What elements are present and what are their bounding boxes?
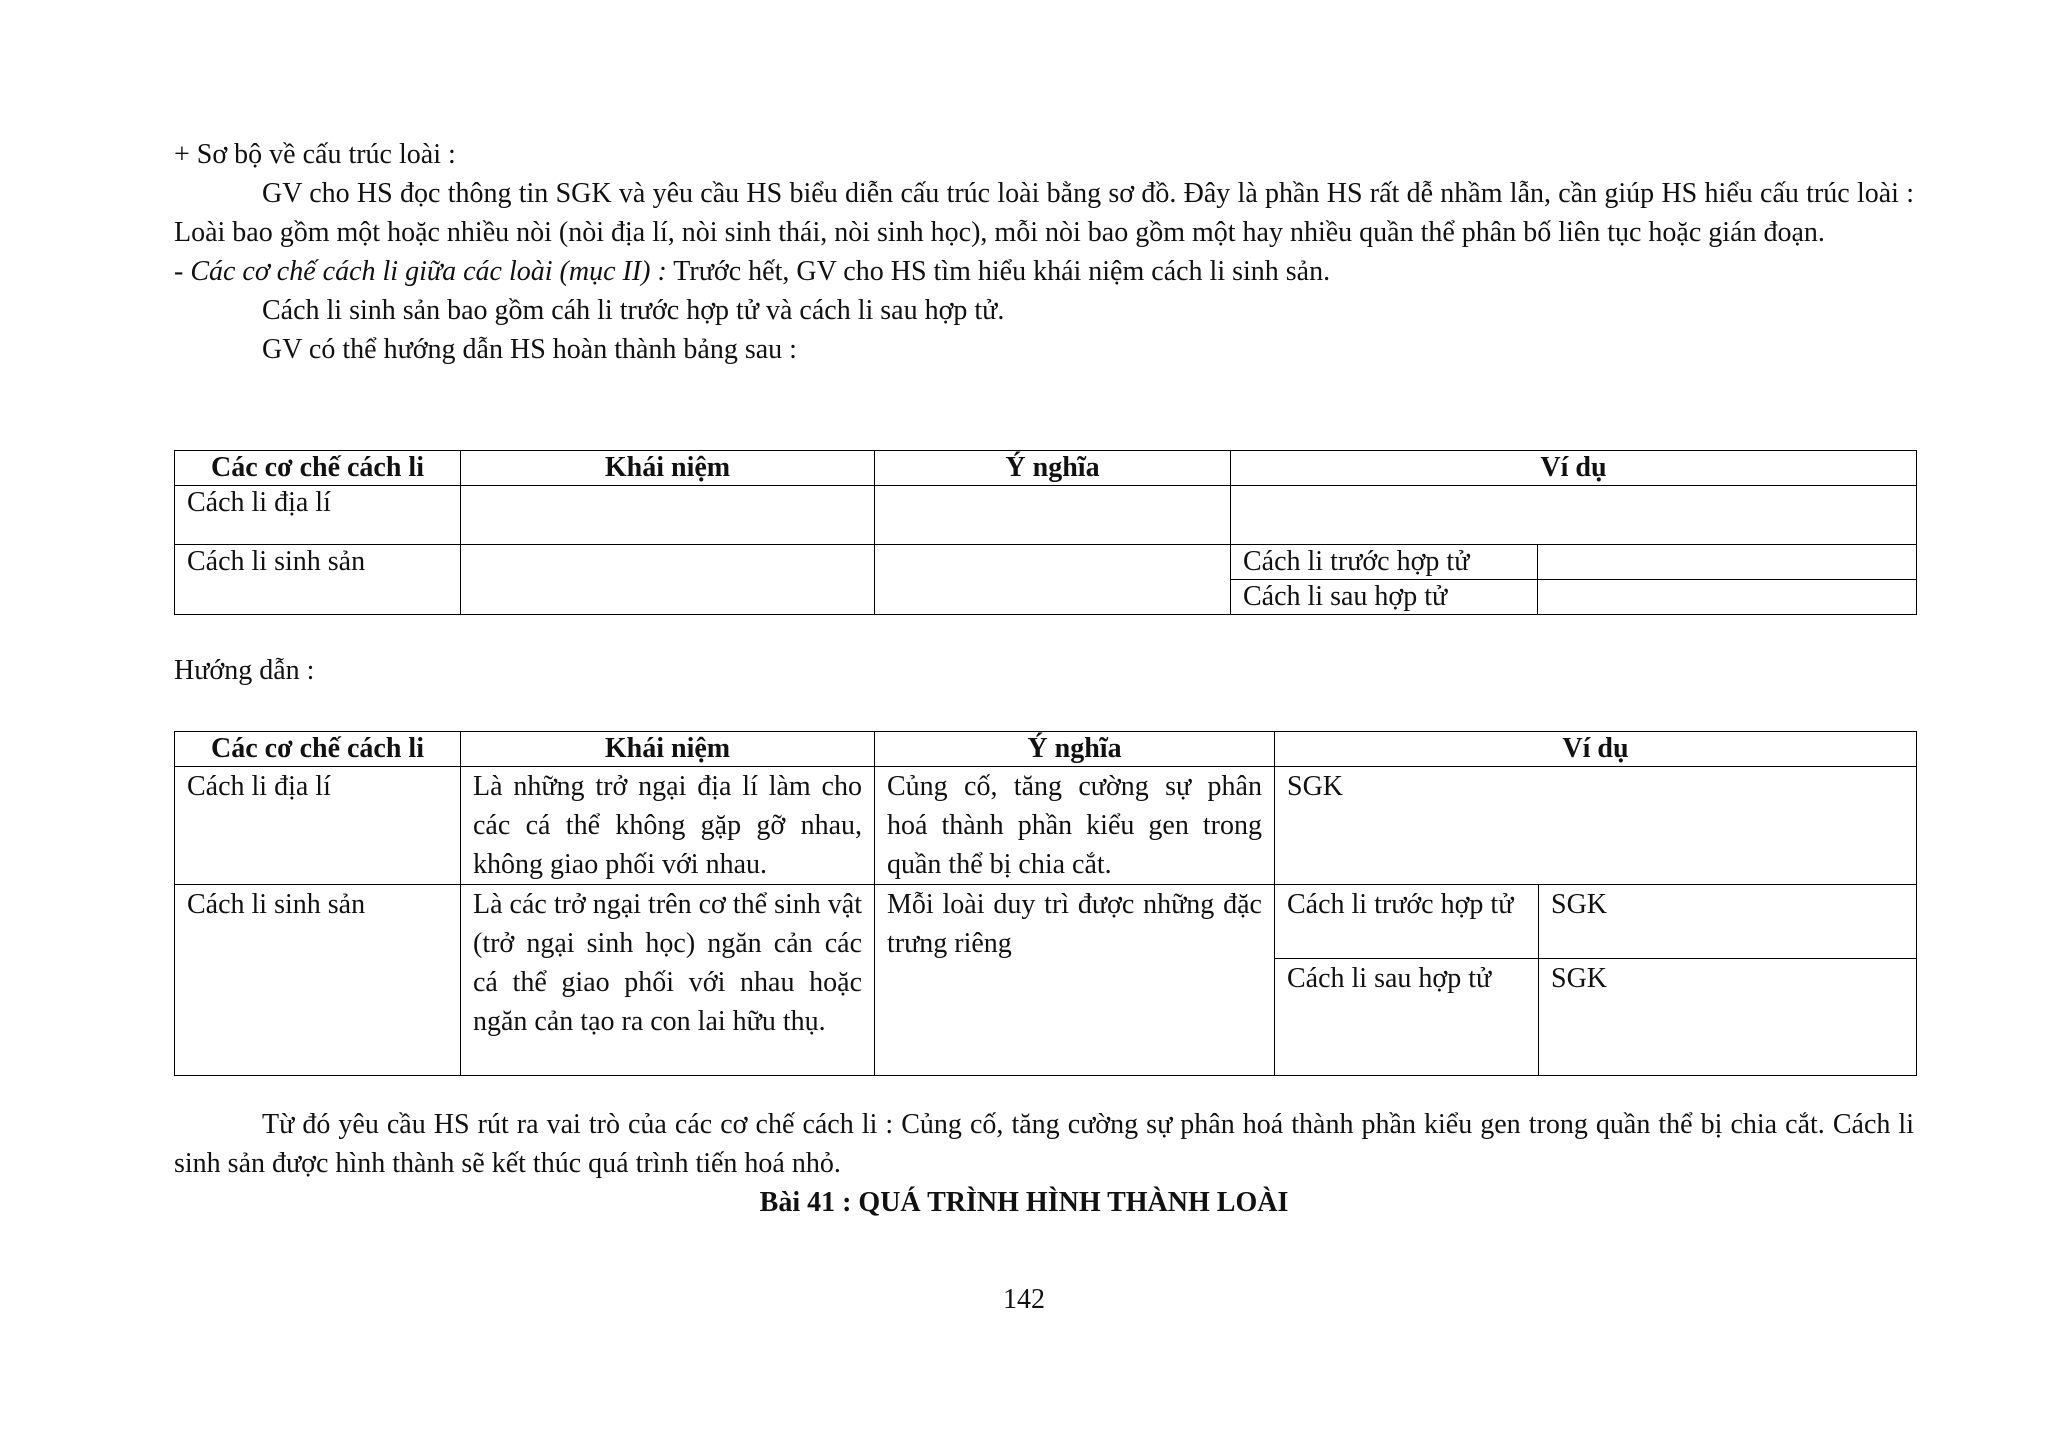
header-example: Ví dụ [1231,451,1917,486]
guide-label: Hướng dẫn : [174,655,315,686]
reproductive-concept: Là các trở ngại trên cơ thể sinh vật (trở ngại sinh học) ngăn cản các cá thể giao phối với nhau hoặc ngăn cản tạo ra con lai hữu thụ. [461,885,875,1076]
intro-heading: + Sơ bộ về cấu trúc loài : [174,139,456,170]
prezygotic-label: Cách li trước hợp tử [1275,885,1539,959]
mechanism-line [174,252,1914,291]
reproductive-meaning: Mỗi loài duy trì được những đặc trưng riêng [875,885,1275,1076]
page-number: 142 [1003,1284,1045,1315]
row-geographic-label: Cách li địa lí [175,767,461,885]
blank-cell [461,545,875,615]
mechanism-italic: - Các cơ chế cách li giữa các loài (mục II) : [174,256,667,287]
postzygotic-label: Cách li sau hợp tử [1231,580,1538,615]
header-example: Ví dụ [1275,732,1917,767]
filled-table [174,731,1917,1076]
conclusion-paragraph: Từ đó yêu cầu HS rút ra vai trò của các cơ chế cách li : Củng cố, tăng cường sự phân hoá thành phần kiểu gen trong quần thể bị chia cắt. Cách li sinh sản được hình thành sẽ kết thúc quá trình tiến hoá nhỏ. [174,1109,1914,1179]
header-concept: Khái niệm [461,732,875,767]
reproductive-isolation-line: Cách li sinh sản bao gồm cáh li trước hợp tử và cách li sau hợp tử. [262,295,1005,326]
geographic-meaning: Củng cố, tăng cường sự phân hoá thành phần kiểu gen trong quần thể bị chia cắt. [875,767,1275,885]
row-geographic-label: Cách li địa lí [175,486,461,545]
header-meaning: Ý nghĩa [875,732,1275,767]
row-reproductive-label: Cách li sinh sản [175,885,461,1076]
blank-cell [875,486,1231,545]
geographic-concept: Là những trở ngại địa lí làm cho các cá thể không gặp gỡ nhau, không giao phối với nhau. [461,767,875,885]
geographic-example: SGK [1275,767,1917,885]
intro-section [174,135,1914,369]
header-concept: Khái niệm [461,451,875,486]
header-mechanism: Các cơ chế cách li [175,732,461,767]
row-reproductive-label: Cách li sinh sản [175,545,461,615]
prezygotic-label: Cách li trước hợp tử [1231,545,1538,580]
postzygotic-label: Cách li sau hợp tử [1275,959,1539,1076]
blank-cell [461,486,875,545]
header-mechanism: Các cơ chế cách li [175,451,461,486]
blank-cell [1538,580,1917,615]
blank-cell [1231,486,1917,545]
table-instruction-line: GV có thể hướng dẫn HS hoàn thành bảng sau : [262,334,797,365]
blank-cell [1538,545,1917,580]
blank-cell [875,545,1231,615]
blank-table [174,450,1917,615]
mechanism-text: Trước hết, GV cho HS tìm hiểu khái niệm cách li sinh sản. [666,256,1331,287]
prezygotic-example: SGK [1539,885,1917,959]
lesson-title: Bài 41 : QUÁ TRÌNH HÌNH THÀNH LOÀI [759,1187,1289,1218]
header-meaning: Ý nghĩa [875,451,1231,486]
postzygotic-example: SGK [1539,959,1917,1076]
intro-paragraph: GV cho HS đọc thông tin SGK và yêu cầu HS biểu diễn cấu trúc loài bằng sơ đồ. Đây là phần HS rất dễ nhầm lẫn, cần giúp HS hiểu cấu trúc loài : Loài bao gồm một hoặc nhiều nòi (nòi địa lí, nòi sinh thái, nòi sinh học), mỗi nòi bao gồm một hay nhiều quần thể phân bố liên tục hoặc gián đoạn. [174,178,1914,248]
